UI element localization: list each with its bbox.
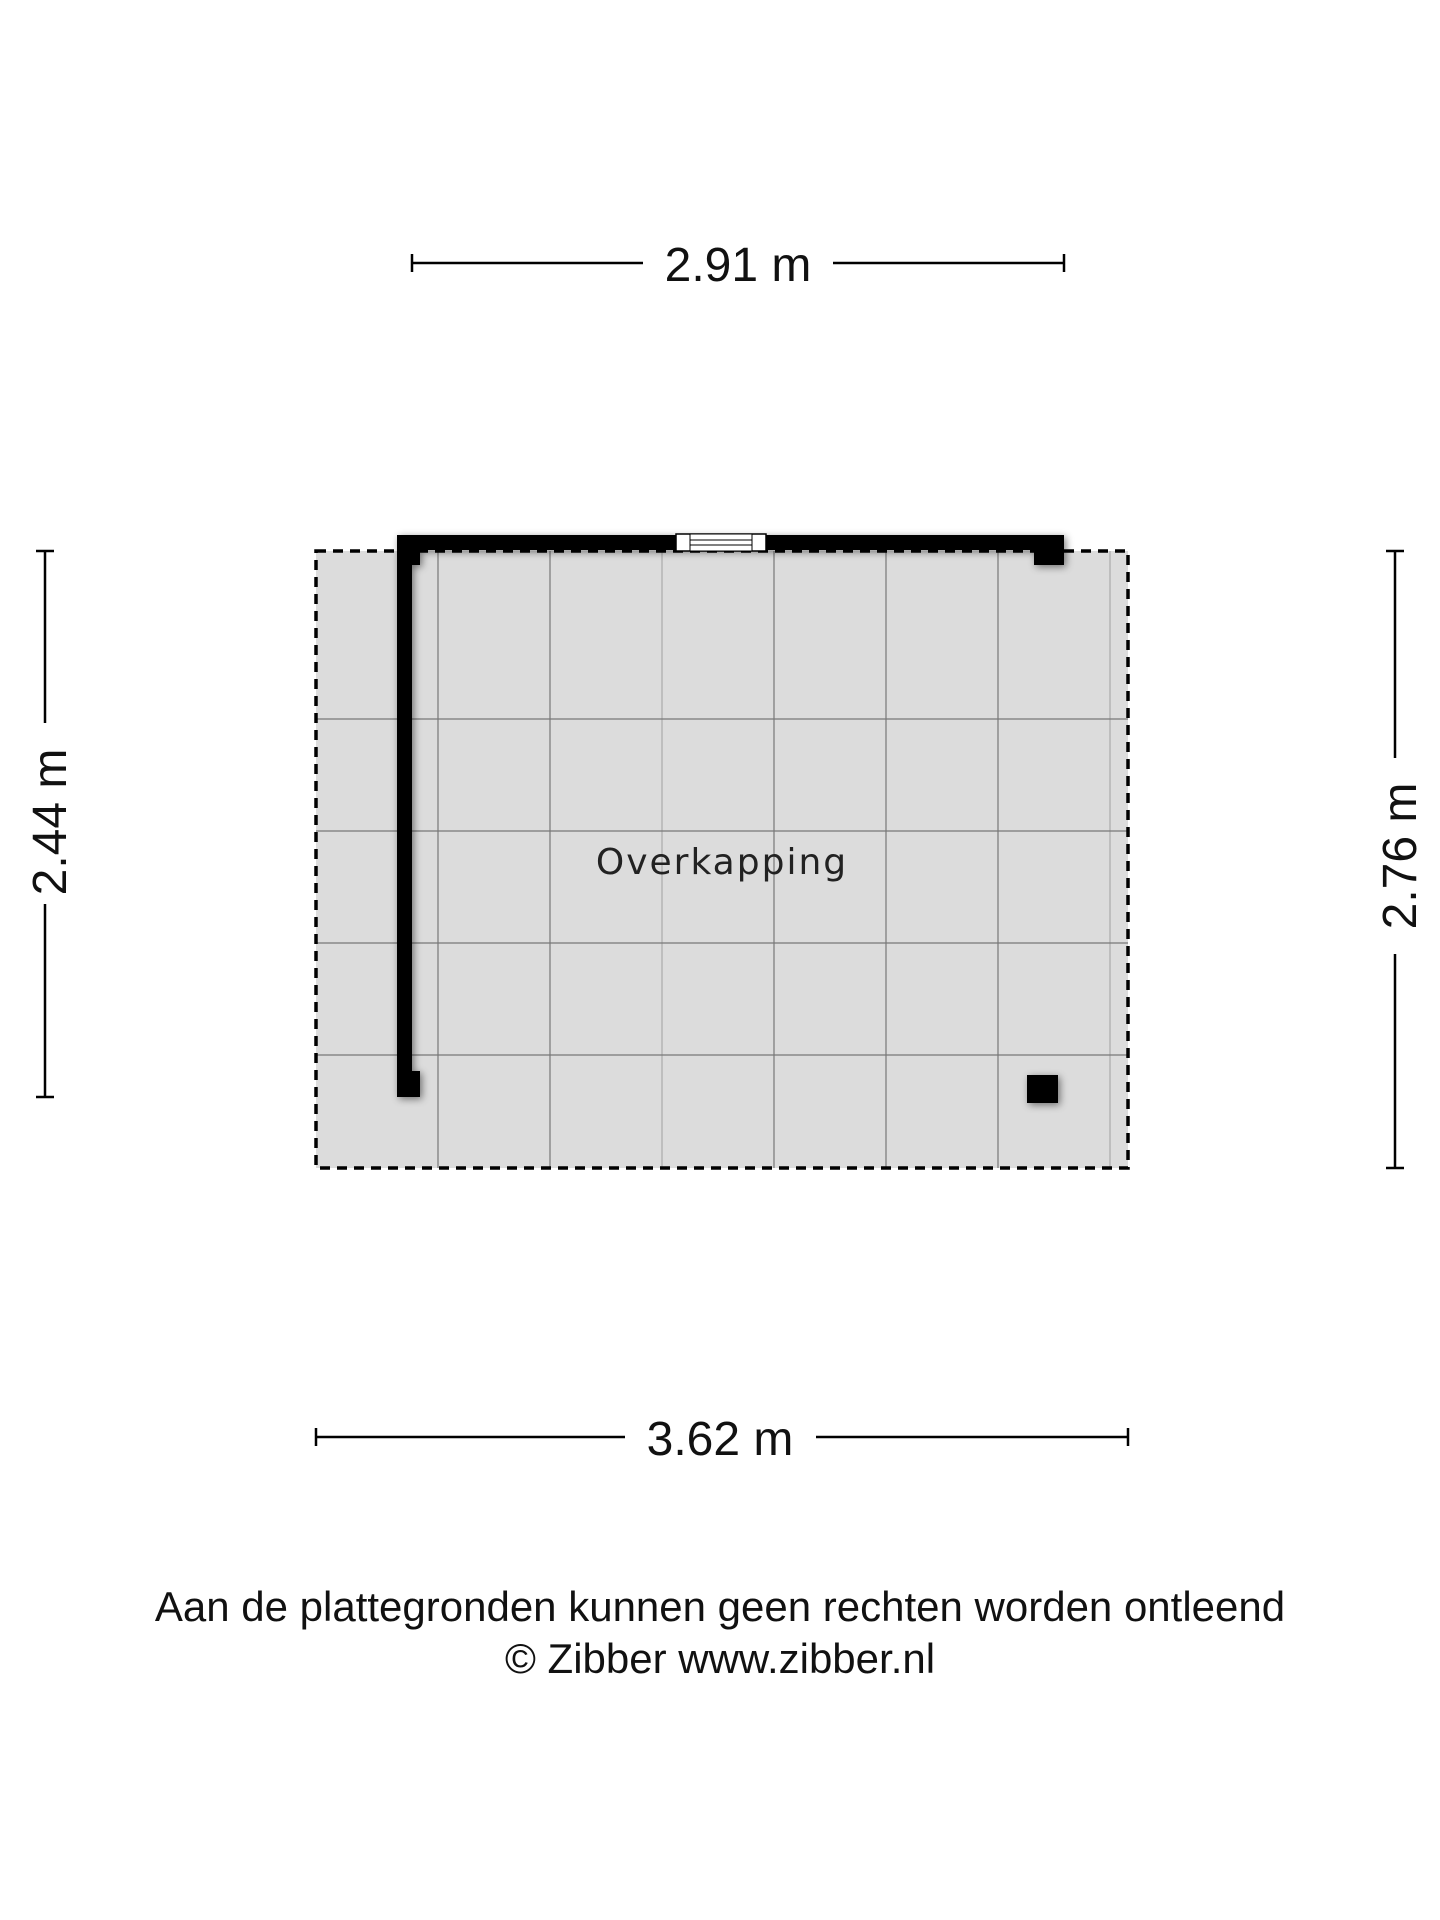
window: [676, 534, 766, 551]
wall-left-top-cap: [397, 535, 420, 565]
wall-left: [397, 535, 412, 1097]
copyright-text: © Zibber www.zibber.nl: [504, 1635, 936, 1682]
disclaimer-text: Aan de plattegronden kunnen geen rechten worden ontleend: [154, 1583, 1286, 1630]
column-top-right: [1034, 535, 1064, 565]
room-label: Overkapping: [595, 842, 849, 883]
dimension-left-label: 2.44 m: [24, 748, 77, 896]
wall-left-bottom-cap: [397, 1071, 420, 1097]
dimension-right-label: 2.76 m: [1374, 782, 1427, 930]
column-bottom-right: [1027, 1075, 1058, 1103]
dimension-bottom-label: 3.62 m: [646, 1413, 794, 1466]
dimension-top-label: 2.91 m: [664, 239, 812, 292]
